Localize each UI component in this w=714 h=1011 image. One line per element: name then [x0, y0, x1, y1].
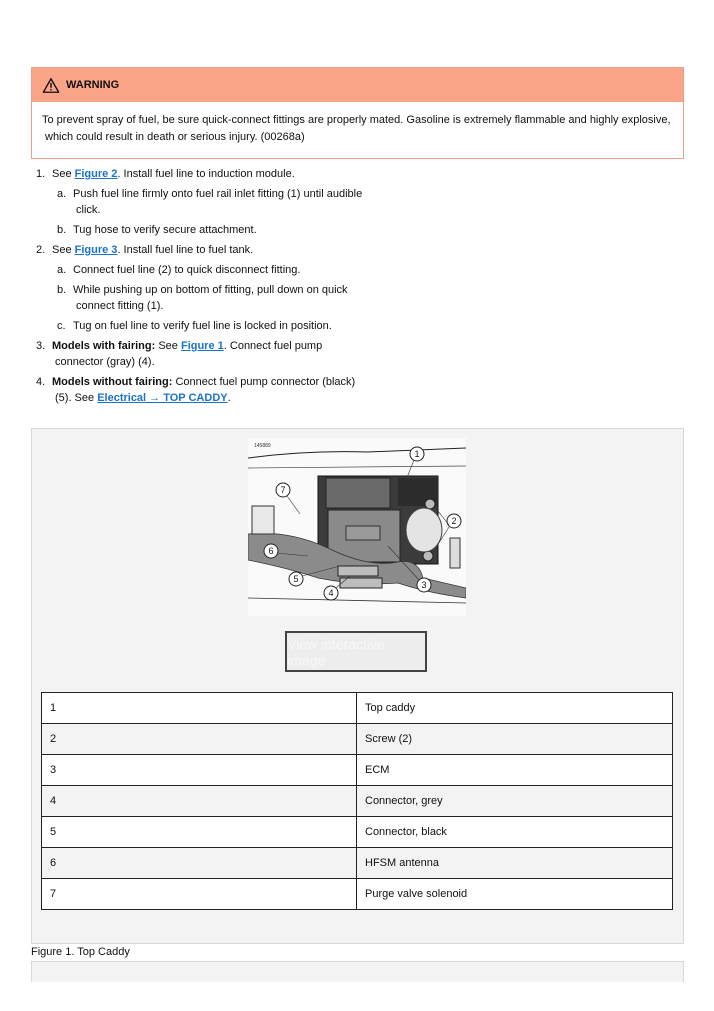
step-2a [57, 262, 376, 278]
legend-number: 6 [42, 848, 357, 879]
step-text: See [52, 244, 75, 256]
legend-description: ECM [357, 755, 673, 786]
legend-number: 7 [42, 879, 357, 910]
legend-number: 4 [42, 786, 357, 817]
step-text: . Connect fuel pump [223, 340, 323, 352]
substep-text: Push fuel line firmly onto fuel rail inlet fitting (1) until audible [73, 188, 363, 200]
top-caddy-illustration[interactable] [248, 438, 466, 616]
step-text: (5). See [55, 392, 98, 404]
figure-3-link[interactable]: Figure 3 [74, 244, 118, 256]
step-4 [36, 374, 376, 406]
step-label: Models without fairing: [52, 376, 173, 388]
figure-1-container [31, 428, 684, 944]
warning-text [32, 102, 683, 158]
image-id-label: 145889 [254, 443, 271, 449]
substep-letter: a. [57, 188, 67, 200]
figure-2-link[interactable]: Figure 2 [74, 168, 118, 180]
step-1b [57, 222, 376, 238]
step-1a [57, 186, 376, 218]
step-number: 3. [36, 340, 46, 352]
step-number: 2. [36, 244, 46, 256]
step-text: . [227, 392, 231, 404]
top-caddy-diagram [248, 438, 466, 616]
step-1 [36, 166, 376, 182]
callout-7: 7 [280, 485, 286, 495]
callout-2: 2 [451, 516, 457, 526]
step-label: Models with fairing: [52, 340, 156, 352]
step-text: connector (gray) (4). [55, 356, 155, 368]
substep-letter: c. [57, 320, 66, 332]
legend-description: Screw (2) [357, 724, 673, 755]
legend-number: 1 [42, 693, 357, 724]
table-row [42, 817, 673, 848]
view-interactive-image-button[interactable]: View interactive image [285, 631, 427, 672]
table-row [42, 786, 673, 817]
substep-text: connect fitting (1). [76, 300, 164, 312]
table-row [42, 879, 673, 910]
legend-description: Top caddy [357, 693, 673, 724]
step-number: 4. [36, 376, 46, 388]
step-number: 1. [36, 168, 46, 180]
table-row [42, 848, 673, 879]
table-row [42, 755, 673, 786]
step-text: See [155, 340, 181, 352]
substep-text: Tug on fuel line to verify fuel line is locked in position. [73, 320, 332, 332]
figure-caption: Figure 1. Top Caddy [31, 946, 130, 958]
legend-number: 5 [42, 817, 357, 848]
table-row [42, 724, 673, 755]
step-text: . Install fuel line to fuel tank. [117, 244, 254, 256]
legend-description: Connector, black [357, 817, 673, 848]
legend-number: 2 [42, 724, 357, 755]
step-3 [36, 338, 376, 370]
callout-5: 5 [293, 574, 299, 584]
step-2c [57, 318, 376, 334]
callout-1: 1 [414, 449, 420, 459]
step-text: See [52, 168, 75, 180]
substep-text: While pushing up on bottom of fitting, pull down on quick [73, 284, 348, 296]
legend-description: Purge valve solenoid [357, 879, 673, 910]
procedure-steps [36, 166, 376, 410]
callout-4: 4 [328, 588, 334, 598]
next-figure-container [31, 961, 684, 982]
legend-number: 3 [42, 755, 357, 786]
substep-text: click. [76, 204, 101, 216]
figure-1-link[interactable]: Figure 1 [180, 340, 224, 352]
warning-title: WARNING [66, 79, 120, 91]
warning-header [32, 68, 683, 102]
electrical-top-caddy-link[interactable]: Electrical → TOP CADDY [97, 392, 228, 404]
figure-legend-table [41, 692, 673, 910]
warning-triangle-icon [42, 77, 60, 94]
callout-6: 6 [268, 546, 274, 556]
legend-description: Connector, grey [357, 786, 673, 817]
warning-text-line: which could result in death or serious injury. (00268a) [45, 131, 305, 143]
step-2b [57, 282, 376, 314]
step-text: Connect fuel pump connector (black) [172, 376, 356, 388]
step-text: . Install fuel line to induction module. [117, 168, 295, 180]
table-row [42, 693, 673, 724]
step-2 [36, 242, 376, 258]
substep-letter: a. [57, 264, 67, 276]
legend-description: HFSM antenna [357, 848, 673, 879]
substep-letter: b. [57, 284, 67, 296]
substep-text: Connect fuel line (2) to quick disconnect fitting. [73, 264, 301, 276]
callout-3: 3 [421, 580, 427, 590]
warning-text-line: To prevent spray of fuel, be sure quick-connect fittings are properly mated. Gasoline is extremely flammable and highly explosive, [42, 114, 671, 126]
warning-box [31, 67, 684, 159]
substep-text: Tug hose to verify secure attachment. [73, 224, 257, 236]
substep-letter: b. [57, 224, 67, 236]
